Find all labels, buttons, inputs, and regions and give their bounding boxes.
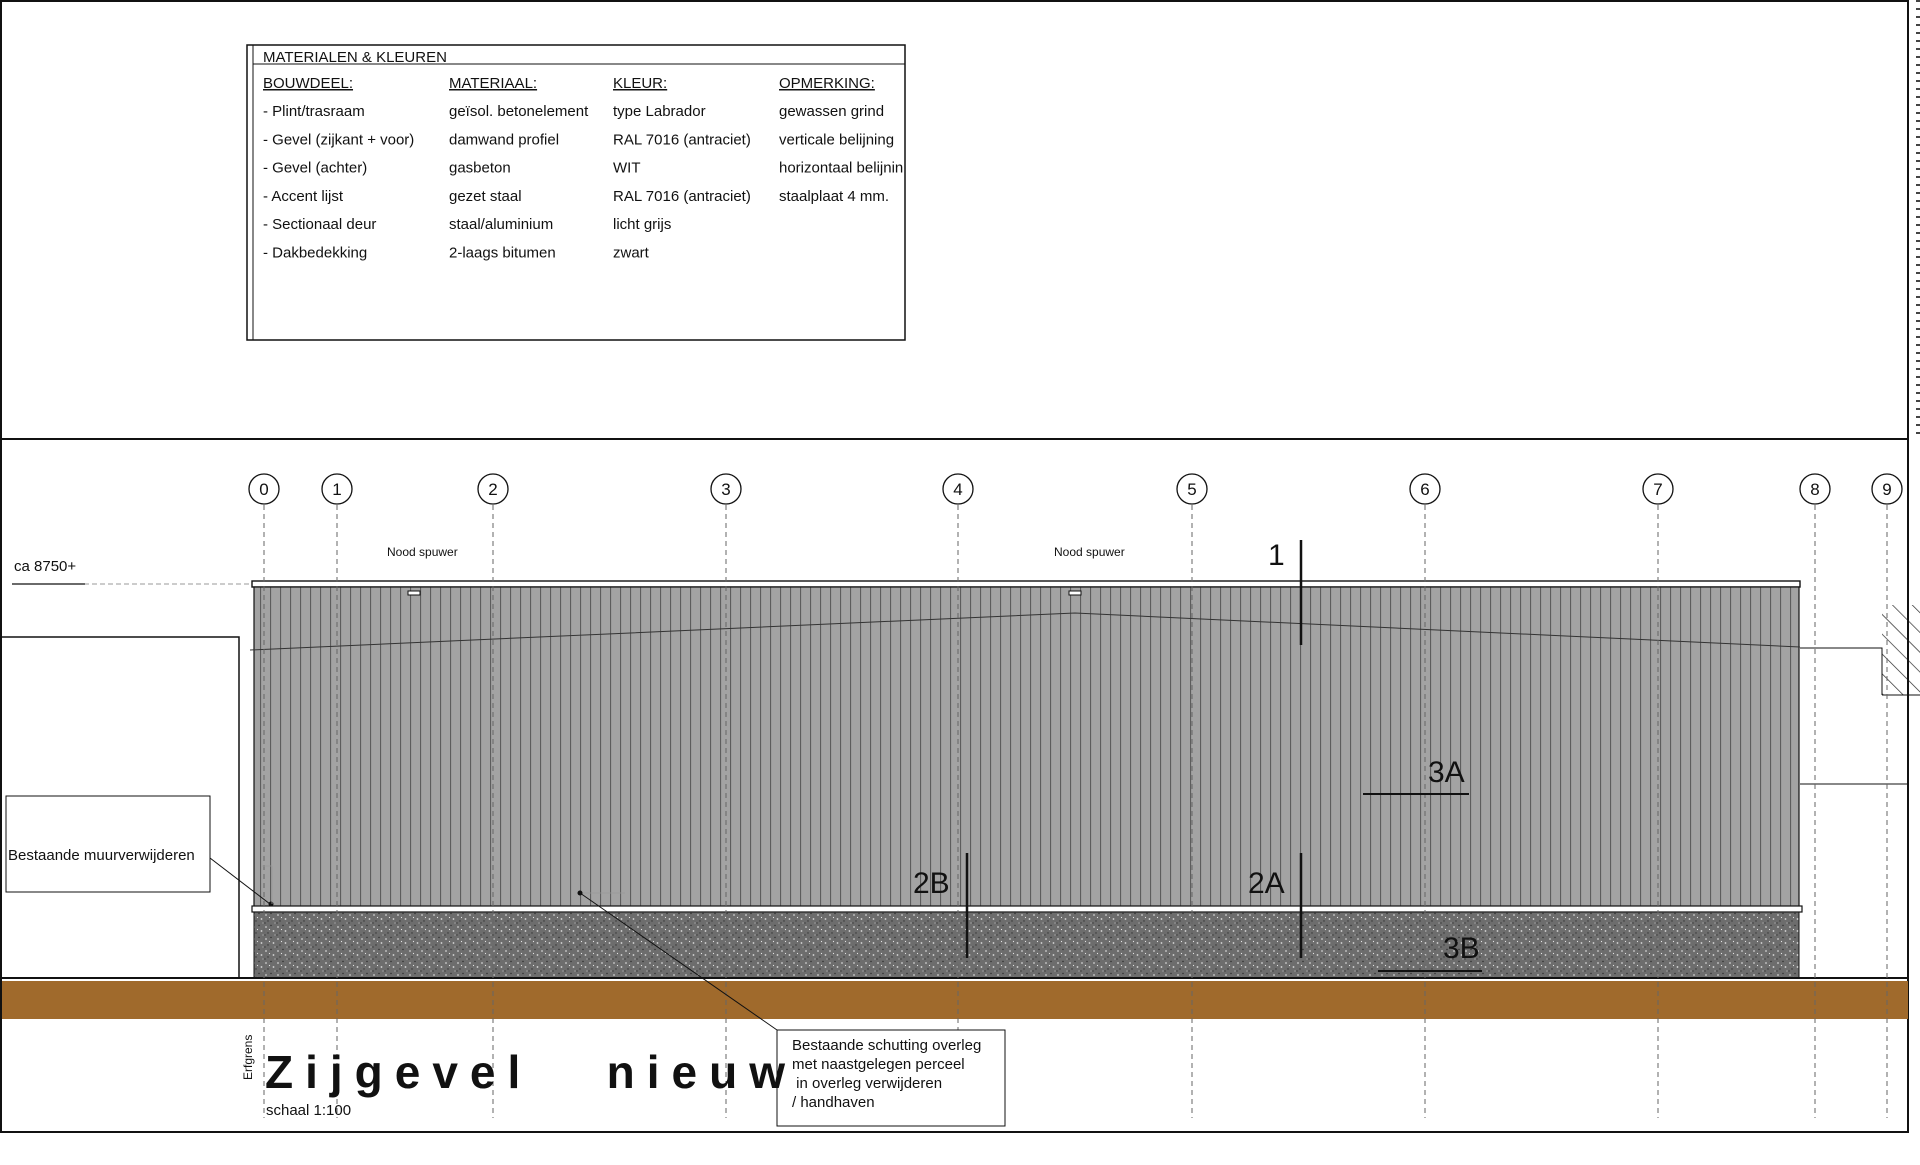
grid-label-4: 4 <box>953 480 963 499</box>
materials-cell-r5-c0: - Dakbedekking <box>263 244 368 262</box>
grid-label-9: 9 <box>1882 480 1892 499</box>
materials-header-1: MATERIAAL: <box>449 75 538 92</box>
materials-cell-r0-c0: - Plint/trasraam <box>263 103 365 120</box>
grid-label-3: 3 <box>721 480 731 499</box>
plinth <box>254 912 1799 978</box>
materials-cell-r1-c0: - Gevel (zijkant + voor) <box>263 131 415 149</box>
materials-cell-r0-c1: geïsol. betonelement <box>449 103 589 120</box>
grid-label-2: 2 <box>488 480 498 499</box>
materials-header-3: OPMERKING: <box>779 75 875 92</box>
erfgrens-label: Erfgrens <box>241 1034 255 1080</box>
materials-cell-r4-c0: - Sectionaal deur <box>263 216 377 234</box>
grid-label-0: 0 <box>259 480 269 499</box>
note-fence-line-4: / handhaven <box>792 1094 875 1111</box>
materials-cell-r2-c2: WIT <box>613 159 641 177</box>
section-label-3b: 3B <box>1443 932 1480 965</box>
grid-label-7: 7 <box>1653 480 1663 499</box>
nood-spuwer-marker-right <box>1069 591 1081 595</box>
materials-cell-r3-c2: RAL 7016 (antraciet) <box>613 187 751 205</box>
nood-spuwer-label-right: Nood spuwer <box>1054 545 1125 559</box>
grid-label-5: 5 <box>1187 480 1197 499</box>
materials-cell-r2-c0: - Gevel (achter) <box>263 159 368 177</box>
materials-cell-r1-c3: verticale belijning <box>779 131 895 149</box>
materials-header-2: KLEUR: <box>613 75 668 92</box>
note-fence-line-1: Bestaande schutting overleg <box>792 1037 982 1054</box>
materials-cell-r3-c1: gezet staal <box>449 187 522 205</box>
section-label-3a: 3A <box>1428 756 1465 789</box>
materials-cell-r2-c3: horizontaal belijnin <box>779 159 904 177</box>
materials-cell-r4-c2: licht grijs <box>613 216 672 234</box>
note-fence-line-2: met naastgelegen perceel <box>792 1056 965 1073</box>
grid-label-1: 1 <box>332 480 342 499</box>
materials-cell-r0-c2: type Labrador <box>613 103 706 120</box>
ground-strip <box>2 981 1908 1019</box>
section-label-2b: 2B <box>913 867 950 900</box>
neighbour-building <box>1800 605 1920 784</box>
level-label: ca 8750+ <box>14 558 77 575</box>
materials-cell-r0-c3: gewassen grind <box>779 103 885 120</box>
building-facade <box>250 581 1802 978</box>
materials-table-title: MATERIALEN & KLEUREN <box>263 49 447 66</box>
nood-spuwer-marker-left <box>408 591 420 595</box>
accent-strip <box>252 906 1802 912</box>
note-fence-line-3: in overleg verwijderen <box>792 1075 943 1092</box>
cladding-panel <box>254 587 1799 907</box>
section-label-2a: 2A <box>1248 867 1285 900</box>
drawing-scale: schaal 1:100 <box>266 1102 352 1119</box>
note-existing-wall-text: Bestaande muurverwijderen <box>8 847 195 864</box>
materials-table <box>247 45 905 340</box>
materials-cell-r5-c1: 2-laags bitumen <box>449 244 556 262</box>
grid-label-6: 6 <box>1420 480 1430 499</box>
materials-header-0: BOUWDEEL: <box>263 75 354 92</box>
materials-cell-r3-c3: staalplaat 4 mm. <box>779 187 890 205</box>
note-existing-wall <box>6 796 274 907</box>
nood-spuwer-label-left: Nood spuwer <box>387 545 458 559</box>
materials-cell-r3-c0: - Accent lijst <box>263 187 344 205</box>
materials-cell-r1-c1: damwand profiel <box>449 131 560 149</box>
grid-label-8: 8 <box>1810 480 1820 499</box>
materials-cell-r1-c2: RAL 7016 (antraciet) <box>613 131 751 149</box>
materials-cell-r4-c1: staal/aluminium <box>449 216 554 234</box>
drawing-title: Zijgevel nieuw <box>265 1046 797 1098</box>
materials-cell-r5-c2: zwart <box>613 244 649 262</box>
roof-edge <box>252 581 1800 587</box>
materials-cell-r2-c1: gasbeton <box>449 159 511 177</box>
section-label-1: 1 <box>1268 539 1285 572</box>
